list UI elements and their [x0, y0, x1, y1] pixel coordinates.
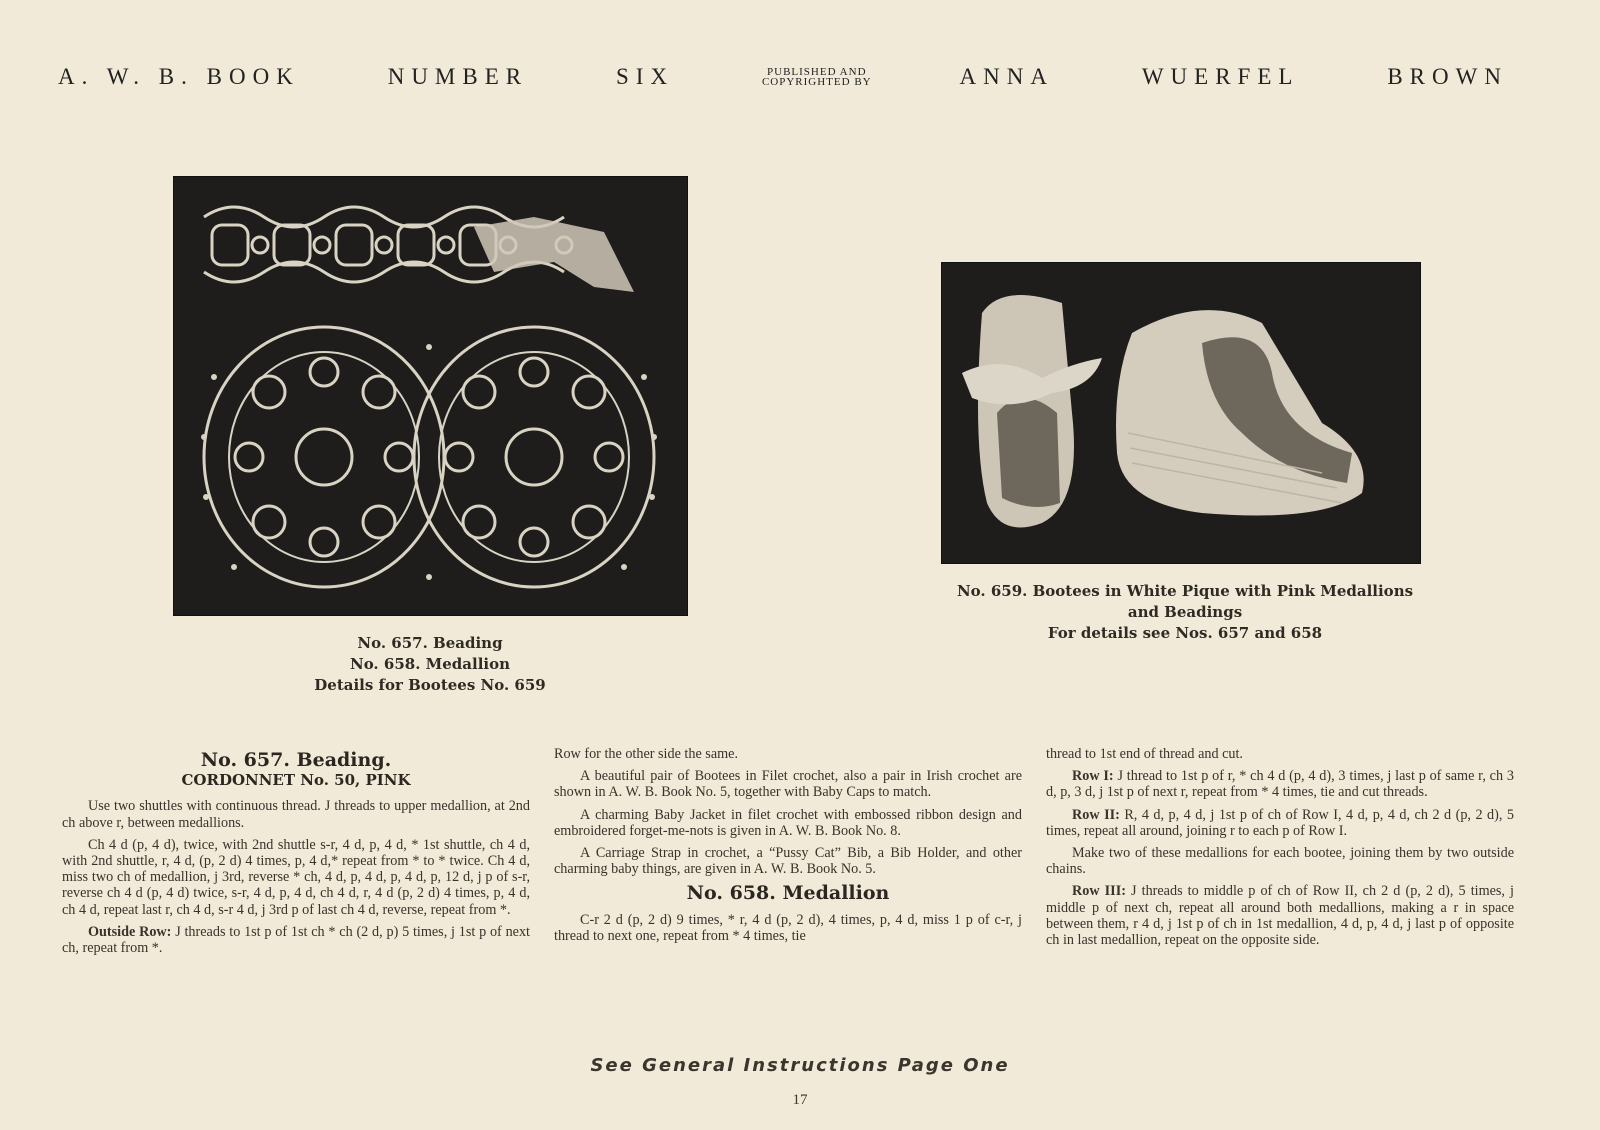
caption-line: and Beadings [1127, 603, 1243, 621]
run-head: Row I: [1072, 768, 1114, 785]
lace-caption [300, 633, 560, 696]
paragraph [1046, 883, 1514, 948]
bootees-caption [935, 581, 1435, 644]
header-published-line2: COPYRIGHTED BY [761, 76, 872, 88]
caption-line: No. 659. Bootees in White Pique with Pink Medallions [956, 582, 1414, 600]
paragraph [62, 924, 530, 956]
header-published-line1: PUBLISHED AND [767, 66, 867, 78]
run-text: J thread to 1st p of r, * ch 4 d (p, 4 d), 3 times, j last p of same r, ch 3 d, p, 3 d, j 1st p of next r, repeat from * 4 times, tie and cut threads. [1046, 768, 1514, 801]
running-header [58, 62, 1508, 92]
paragraph: Use two shuttles with continuous thread. J threads to upper medallion, at 2nd ch above r, between medallions. [62, 798, 530, 831]
header-published-by [762, 67, 872, 87]
run-text: J threads to 1st p of 1st ch * ch (2 d, p) 5 times, j 1st p of next ch, repeat from *. [62, 923, 530, 957]
paragraph: Make two of these medallions for each bootee, joining them by two outside chains. [1046, 845, 1514, 878]
header-six: SIX [616, 64, 675, 89]
caption-line: Details for Bootees No. 659 [314, 676, 546, 694]
paragraph: thread to 1st end of thread and cut. [1046, 746, 1243, 762]
caption-line: No. 657. Beading [357, 634, 503, 652]
paragraph: Ch 4 d (p, 4 d), twice, with 2nd shuttle s-r, 4 d, p, 4 d, * 1st shuttle, ch 4 d, with 2nd shuttle, r, 4 d, (p, 2 d) 4 times, p, 4 d,* repeat from * to * twice. Ch 4 d, miss two ch of medallion, j 3rd, reverse * ch, 4 d, p, 4 d, p, 4 d, p, 12 d, j p of s-r, reverse ch 4 d (p, 4 d) twice, s-r, 4 d, p, 4 d, ch 4 d, r, 4 d (p, 2 d) 4 times, p, 4 d, ch 4 d, repeat last r, ch 4 d, s-r 4 d, j 3rd p of last ch 4 d, reverse, repeat from *. [62, 836, 530, 918]
run-text: J threads to middle p of ch of Row II, ch 2 d (p, 2 d), 5 times, j middle p of next ch, repeat all around both medallions, making a r in space between them, r 4 d, j 1st p of ch in 1st medallion, 4 d, p, 4 d, j last p of opposite ch in last medallion, repeat on the opposite side. [1046, 883, 1514, 949]
caption-line: For details see Nos. 657 and 658 [1047, 624, 1323, 642]
run-head: Outside Row: [88, 923, 172, 940]
run-head: Row III: [1072, 883, 1126, 900]
section-title: No. 658. Medallion [686, 882, 890, 905]
paragraph: A beautiful pair of Bootees in Filet crochet, also a pair in Irish crochet are shown in A. W. B. Book No. 5, together with Baby Caps to match. [554, 768, 1022, 801]
run-head: Row II: [1072, 806, 1120, 823]
lace-illustration [174, 177, 687, 615]
run-text: R, 4 d, p, 4 d, j 1st p of ch of Row I, 4 d, p, 4 d, ch 2 d (p, 2 d), 5 times, repeat all around, joining r to each p of Row I. [1046, 806, 1514, 839]
lace-photo [173, 176, 688, 616]
paragraph: Row for the other side the same. [554, 746, 738, 762]
header-number: NUMBER [387, 64, 529, 89]
bootees-photo [941, 262, 1421, 564]
bootees-illustration [942, 263, 1420, 563]
header-brown: BROWN [1387, 64, 1508, 89]
paragraph: A Carriage Strap in crochet, a “Pussy Cat” Bib, a Bib Holder, and other charming baby things, are given in A. W. B. Book No. 5. [554, 845, 1022, 878]
paragraph: A charming Baby Jacket in filet crochet with embossed ribbon design and embroidered forget-me-nots is given in A. W. B. Book No. 8. [554, 806, 1022, 839]
paragraph [1046, 807, 1514, 839]
left-bootee [978, 295, 1074, 528]
section-subtitle: CORDONNET No. 50, PINK [181, 771, 411, 790]
paragraph: C-r 2 d (p, 2 d) 9 times, * r, 4 d (p, 2 d), 4 times, p, 4 d, miss 1 p of c-r, j thread to next one, repeat from * 4 times, tie [554, 911, 1022, 944]
header-anna: ANNA [959, 64, 1054, 89]
header-book-title: A. W. B. BOOK [58, 64, 300, 89]
page-number: 17 [792, 1092, 808, 1108]
general-instructions-note: See General Instructions Page One [590, 1055, 1010, 1076]
caption-line: No. 658. Medallion [349, 655, 510, 673]
paragraph [1046, 768, 1514, 800]
text-column-1 [62, 749, 530, 962]
text-column-3 [1046, 746, 1514, 954]
header-wuerfel: WUERFEL [1141, 64, 1300, 89]
section-title: No. 657. Beading. [200, 749, 392, 771]
text-column-2 [554, 746, 1022, 950]
